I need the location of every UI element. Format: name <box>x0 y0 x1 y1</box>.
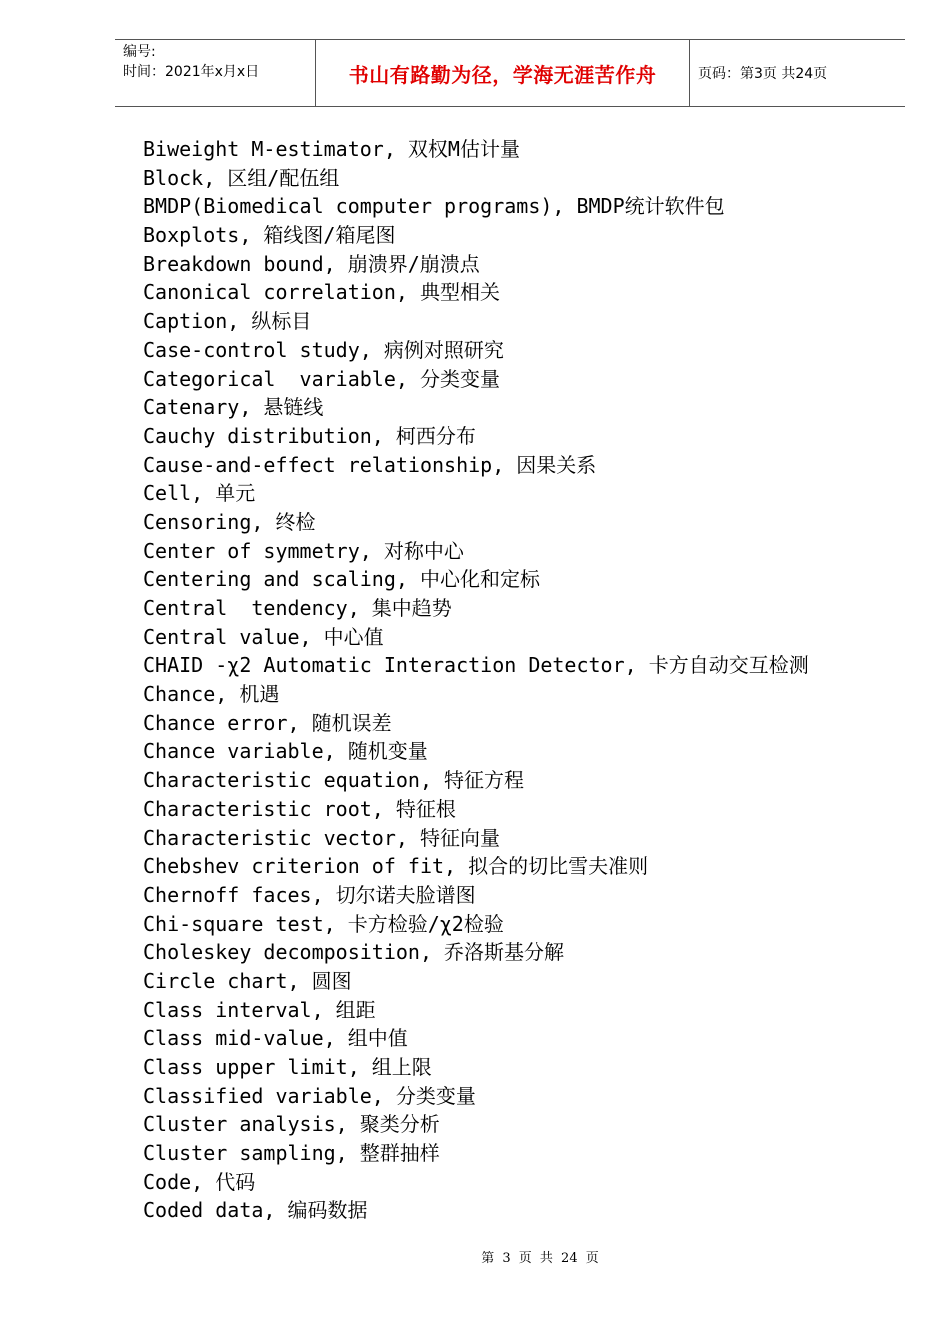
glossary-entry: Chance error, 随机误差 <box>143 710 392 735</box>
glossary-entry: Categorical variable, 分类变量 <box>143 366 500 391</box>
glossary-entry: Coded data, 编码数据 <box>143 1198 368 1223</box>
glossary-entry: Center of symmetry, 对称中心 <box>143 538 464 563</box>
glossary-entry: Cluster sampling, 整群抽样 <box>143 1141 440 1166</box>
header-divider <box>689 40 690 106</box>
header-meta <box>123 42 313 82</box>
header-page-info: 页码：第3页 共24页 <box>698 66 828 82</box>
glossary-entry: Chance, 机遇 <box>143 682 280 707</box>
glossary-entry: Centering and scaling, 中心化和定标 <box>143 567 540 592</box>
glossary-entry: BMDP(Biomedical computer programs), BMDP统计软件包 <box>143 194 725 219</box>
glossary-entry: Catenary, 悬链线 <box>143 395 324 420</box>
glossary-entry: Chernoff faces, 切尔诺夫脸谱图 <box>143 882 476 907</box>
glossary-entry: Cell, 单元 <box>143 481 256 506</box>
glossary-entry: Case-control study, 病例对照研究 <box>143 337 504 362</box>
glossary-entry: Classified variable, 分类变量 <box>143 1083 476 1108</box>
glossary-entry: Cluster analysis, 聚类分析 <box>143 1112 440 1137</box>
glossary-entry: Cauchy distribution, 柯西分布 <box>143 423 476 448</box>
document-number-label: 编号: <box>123 44 156 60</box>
glossary-entry: Characteristic root, 特征根 <box>143 796 456 821</box>
glossary-entry: Boxplots, 箱线图/箱尾图 <box>143 223 396 248</box>
header-motto: 书山有路勤为径，学海无涯苦作舟 <box>348 63 657 87</box>
glossary-entry: Chance variable, 随机变量 <box>143 739 428 764</box>
glossary-entry: Chi-square test, 卡方检验/χ2检验 <box>143 911 504 936</box>
glossary-entry: Code, 代码 <box>143 1169 256 1194</box>
glossary-entry: Biweight M-estimator, 双权M估计量 <box>143 137 520 161</box>
glossary-entry: Class interval, 组距 <box>143 997 376 1022</box>
glossary-entry: Censoring, 终检 <box>143 509 316 534</box>
glossary-entry: Chebshev criterion of fit, 拟合的切比雪夫准则 <box>143 854 649 879</box>
glossary-entry: Breakdown bound, 崩溃界/崩溃点 <box>143 251 480 276</box>
glossary-entry: CHAID -χ2 Automatic Interaction Detector, 卡方自动交互检测 <box>143 653 809 678</box>
page-footer: 第 3 页 共 24 页 <box>481 1251 599 1266</box>
glossary-entry: Block, 区组/配伍组 <box>143 165 340 190</box>
glossary-entry: Circle chart, 圆图 <box>143 968 352 993</box>
glossary-list <box>143 135 809 1225</box>
glossary-entry: Caption, 纵标目 <box>143 309 312 334</box>
glossary-entry: Canonical correlation, 典型相关 <box>143 280 500 305</box>
glossary-entry: Class mid-value, 组中值 <box>143 1026 408 1051</box>
document-time-label: 时间：2021年x月x日 <box>123 64 260 80</box>
glossary-entry: Characteristic vector, 特征向量 <box>143 825 500 850</box>
glossary-entry: Choleskey decomposition, 乔洛斯基分解 <box>143 940 565 965</box>
glossary-entry: Class upper limit, 组上限 <box>143 1055 432 1079</box>
glossary-entry: Central tendency, 集中趋势 <box>143 596 452 620</box>
glossary-entry: Characteristic equation, 特征方程 <box>143 768 525 793</box>
page-header <box>115 39 905 107</box>
glossary-entry: Central value, 中心值 <box>143 624 384 649</box>
glossary-entry: Cause-and-effect relationship, 因果关系 <box>143 452 597 477</box>
